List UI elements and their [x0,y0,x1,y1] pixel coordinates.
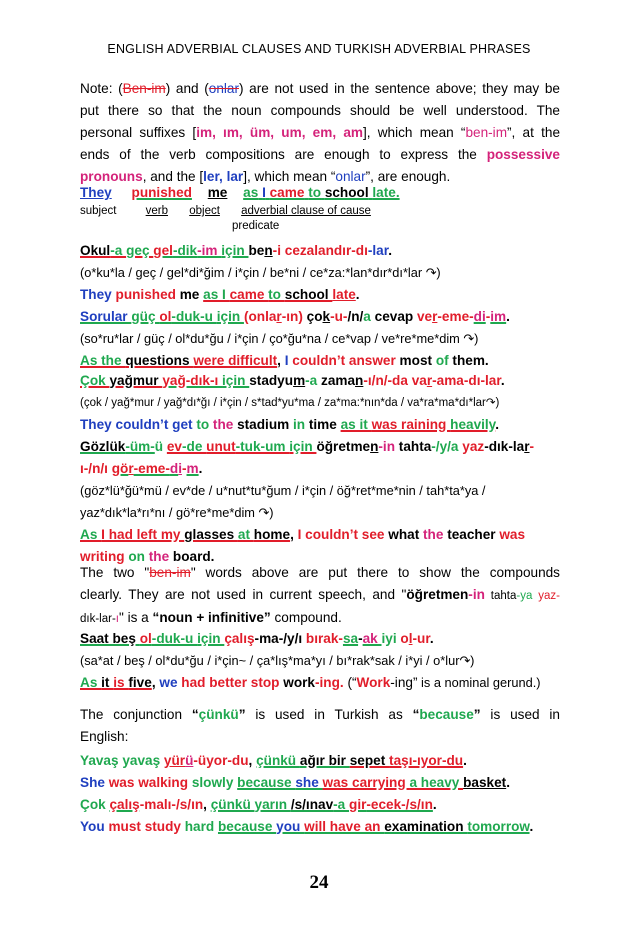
text-span: cezalandır-dı [284,243,368,258]
text-span: -a [333,797,350,812]
text-span: I couldn’t see [297,527,389,542]
text-span: o [400,631,409,646]
text-span: -ing” [390,675,418,690]
conjunction-paragraph [80,704,560,748]
text-span: is a nominal gerund.) [417,675,541,690]
text-span: me [207,185,228,200]
text-span: - [529,439,535,454]
text-span: slowly [191,775,238,790]
onlar-strike: onlar [208,81,239,96]
text-line [80,306,560,328]
text-span: r [276,309,282,324]
text-span: Çok [80,797,110,812]
text-span: va [411,373,427,388]
text-span: as I [203,287,230,302]
text-span: in [293,417,309,432]
text-span: personal suffixes [ [80,125,197,140]
text-span: (“ [347,675,357,690]
text-span: için [216,309,244,324]
ben-im-strike: Ben-im [122,81,166,96]
text-line: (o*ku*la / geç / gel*di*ğim / i*çin / be*ni / ce*za:*lan*dır*dı*lar ↷) [80,265,441,280]
text-span: -ma-/y/ı [254,631,306,646]
text-span: ], which mean “ [362,125,466,140]
text-span: Note: ( [80,81,123,96]
text-span: için [289,439,317,454]
text-span: dık-lar- [80,613,116,625]
text-line [80,370,560,392]
compounds-paragraph [80,562,560,630]
text-span: a [363,309,375,324]
text-span: came [229,287,269,302]
text-span: Sorular [80,309,132,324]
text-span: were difficult [193,353,278,368]
text-span: ben-im [149,565,191,580]
text-span: clearly. They are not used in current speech, and " [80,587,407,602]
text-span: (onla [243,309,277,324]
text-span: /s/ınav [290,797,334,812]
text-span: board. [172,549,215,564]
text-span: " words above are put there to show the compounds [190,565,560,580]
text-span: -in [378,439,399,454]
text-span: -duk-u [171,309,217,324]
text-span: . [495,417,500,432]
text-span: tahta [484,590,517,602]
text-span: “ [412,707,420,722]
page-number: 24 [309,872,329,893]
text-span: r [432,309,438,324]
text-span: is used in Turkish as [245,707,413,722]
text-span: adverbial clause of cause [241,205,371,217]
text-line: (sa*at / beş / ol*du*ğu / i*çin~ / ça*lış*ma*yı / bı*rak*sak / i*yi / o*lur↷) [80,653,475,668]
text-span: teacher [447,527,500,542]
text-span: as [243,185,259,200]
text-span: çünkü [256,753,300,768]
text-line [80,816,560,838]
example-4 [80,436,560,568]
text-span: ”, at the [507,125,561,140]
text-span: onlar [335,169,366,184]
text-line [80,672,560,694]
text-span: “noun + infinitive” [152,610,271,625]
text-span: yağmur [109,373,163,388]
text-span: You [80,819,109,834]
text-span: -de [182,439,207,454]
text-span: di [473,309,486,324]
text-line: (çok / yağ*mur / yağ*dı*ğı / i*çin / s*tad*yu*ma / za*ma:*nın*da / va*ra*ma*dı*lar↷) [80,397,500,409]
text-span: -ı/n/-da [363,373,412,388]
text-line [80,704,560,726]
text-span: hard [184,819,218,834]
text-span: is [113,675,129,690]
text-span: r [524,439,530,454]
text-span: -eme- [133,461,170,476]
text-span: ”, are enough. [365,169,451,184]
text-span: ü [154,439,167,454]
text-span: . [506,309,510,324]
text-span: As [80,675,102,690]
text-line [80,144,560,166]
text-span: yür [163,753,186,768]
text-span: Çok [80,373,110,388]
text-span: five [128,675,152,690]
text-span: is used in [480,707,560,722]
text-span: the [212,417,238,432]
text-span: k [322,309,331,324]
text-line [80,772,560,794]
text-span: -üyor-du [193,753,249,768]
text-span: had better stop [181,675,284,690]
text-span: -a [110,243,127,258]
text-line [80,414,560,436]
text-span: because [419,707,474,722]
text-span: ol [159,309,172,324]
text-span: tahta [398,439,432,454]
text-span: was walking [108,775,192,790]
text-span: -dık-la [484,439,525,454]
text-span: she [295,775,323,790]
text-span: As [80,527,102,542]
text-span: verb [145,205,169,217]
text-span: English: [80,729,129,744]
text-span: ve [416,309,433,324]
text-span: ” [238,707,246,722]
predicate-label: predicate [232,220,280,232]
text-span: cevap [374,309,417,324]
text-span: -in [468,587,485,602]
text-span: you [276,819,305,834]
text-span: . [429,631,434,646]
text-span: stadium [237,417,293,432]
text-span: -ur [412,631,430,646]
example-5 [80,628,560,694]
text-span: will have an [304,819,385,834]
text-span: of [435,353,453,368]
text-span: pronouns [80,169,143,184]
text-span: ı-/n/ı [80,461,112,476]
text-span: questions [125,353,194,368]
text-line [80,562,560,584]
text-span: ends of the verb compositions are enough to express the [80,147,487,162]
text-span: -im [197,243,222,258]
text-line: yaz*dık*la*rı*nı / gö*re*me*dim ↷) [80,505,274,520]
text-span: because [217,819,277,834]
text-span: -ıyor-du [412,753,464,768]
text-span: -eme- [437,309,474,324]
text-span: Saat [80,631,113,646]
text-span: n [264,243,273,258]
text-span: zama [321,373,356,388]
text-span: . [529,819,534,834]
text-span: tomorrow [467,819,530,834]
text-span: güç [131,309,160,324]
text-line [80,284,560,306]
text-span: . [500,373,505,388]
text-span: -duk-u [151,631,198,646]
text-span: im [490,309,507,324]
text-span: subject [80,205,117,217]
text-span: öğretme [316,439,371,454]
text-span: l [408,631,413,646]
example-6 [80,750,560,838]
text-span: was raining [371,417,451,432]
text-span: possessive [486,147,560,162]
text-span: için [197,631,225,646]
text-line [80,524,560,546]
example-3 [80,370,560,436]
note-paragraph [80,78,560,188]
text-span: -lar [367,243,389,258]
text-span: time [308,417,341,432]
example-1 [80,240,560,306]
text-span: için [222,373,250,388]
text-span: , [290,527,298,542]
text-span: examination [384,819,468,834]
text-span: yarın [254,797,291,812]
text-span: -dik [172,243,198,258]
text-span: ev [166,439,182,454]
text-span: için [221,243,249,258]
example-2 [80,306,560,372]
text-span: glasses [184,527,238,542]
text-line [80,182,560,204]
text-span: , [248,753,257,768]
text-span: çalış [109,797,140,812]
text-span: çalış [224,631,255,646]
text-span: we [159,675,182,690]
text-span: ı [115,613,119,625]
text-span: They [80,185,112,200]
text-span: I [284,353,293,368]
text-span: stadyu [249,373,294,388]
text-span: Gözlük [80,439,126,454]
text-span: sa [342,631,359,646]
text-span: , [203,797,211,812]
text-span: -ya [516,590,533,602]
text-span: -malı-/s/ın [139,797,204,812]
text-span: geç [126,243,154,258]
text-span: iyi [381,631,401,646]
text-span: -üm- [125,439,155,454]
text-span: çünkü [210,797,255,812]
text-span: ], which mean “ [243,169,336,184]
text-span: n [370,439,379,454]
text-span: ü [185,753,194,768]
text-span: i [178,461,182,476]
text-line [80,584,560,607]
text-span: gir [349,797,367,812]
text-span: ) are not used in the sentence above; they may be [239,81,560,96]
text-span: sepet [349,753,390,768]
text-line [80,750,560,772]
text-span: “ [191,707,199,722]
text-span: me [179,287,204,302]
text-span: ) and ( [165,81,209,96]
text-span: punished [115,287,180,302]
text-span: -ın) [281,309,307,324]
text-span: çünkü [198,707,239,722]
text-span: -ecek-/s/ın [366,797,433,812]
text-span: must study [108,819,185,834]
text-line [80,458,560,480]
text-span: m [293,373,306,388]
grammar-labels [80,204,560,219]
text-span: As the [80,353,126,368]
text-span: school [284,287,333,302]
text-span: I had left my [101,527,185,542]
text-span: couldn’t answer [292,353,400,368]
text-span: heavily [450,417,496,432]
text-span: The conjunction [80,707,192,722]
text-span: ağır bir [299,753,350,768]
text-span: , and the [ [142,169,204,184]
text-span: I [262,185,266,200]
text-span: , [151,675,160,690]
text-span: . [198,461,203,476]
text-span: as it [340,417,372,432]
text-span: -a [305,373,322,388]
text-span: - [485,309,491,324]
text-line [80,78,560,100]
text-span: ak [362,631,382,646]
text-span: -ama-dı-lar [432,373,501,388]
text-span: ben-im [465,125,508,140]
text-span: at [237,527,254,542]
text-span: They [80,287,116,302]
text-span: them. [452,353,489,368]
text-line [80,436,560,458]
text-span: object [189,205,220,217]
text-span: beş [112,631,140,646]
text-line [80,122,560,144]
text-line [80,607,560,630]
text-span: punished [131,185,192,200]
text-span: late [332,287,356,302]
text-span: -i [272,243,285,258]
text-span: yağ-dık-ı [162,373,223,388]
text-span: n [355,373,364,388]
text-span: was [499,527,526,542]
text-span: Yavaş yavaş [80,753,164,768]
text-span: /n/ [347,309,364,324]
text-span [243,185,399,200]
text-line [80,794,560,816]
text-span: ler, lar [203,169,244,184]
text-line: (göz*lü*ğü*mü / ev*de / u*nut*tu*ğum / i*çin / öğ*ret*me*nin / tah*ta*ya / [80,483,486,498]
text-span: ” [473,707,481,722]
text-span: -tuk-um [235,439,290,454]
text-span: writing [80,549,129,564]
text-span: school [324,185,369,200]
text-span: ço [306,309,323,324]
text-span: bırak- [305,631,343,646]
text-span: be [248,243,265,258]
text-span: yaz- [532,590,560,602]
text-span: r [128,461,134,476]
text-span: it [101,675,114,690]
text-span: because [237,775,296,790]
text-span: compound. [270,610,342,625]
text-span: - [358,631,363,646]
text-span: late. [372,185,400,200]
text-span: Okul [80,243,111,258]
text-span: unut [206,439,236,454]
text-span: yaz [462,439,485,454]
text-span: Work [356,675,391,690]
text-span: . [506,775,510,790]
text-span: , [277,353,285,368]
text-span: basket [463,775,507,790]
personal-suffixes: im, ım, üm, um, em, am [196,125,363,140]
text-span: came [269,185,305,200]
text-line [80,240,560,262]
running-header: ENGLISH ADVERBIAL CLAUSES AND TURKISH ADVERBIAL PHRASES [107,42,531,56]
text-span: . [432,797,437,812]
text-span: -ing. [315,675,348,690]
text-line [80,350,560,372]
text-span: to [308,185,322,200]
text-span: a heavy [409,775,464,790]
text-span: -u- [330,309,348,324]
text-span: to [268,287,285,302]
text-span: r [426,373,433,388]
text-span: She [80,775,109,790]
text-span: . [355,287,360,302]
text-span: home [253,527,291,542]
text-span: -/y/a [431,439,463,454]
text-span: öğretmen [406,587,469,602]
text-span: on [128,549,149,564]
text-span: work [283,675,315,690]
text-line [80,628,560,650]
text-span: to [196,417,213,432]
sentence-analysis [80,182,560,234]
text-span: " is a [118,610,153,625]
text-span: the [423,527,448,542]
text-span: . [463,753,467,768]
text-span: was carrying [322,775,410,790]
text-span: what [388,527,424,542]
text-span: taşı [389,753,413,768]
text-span: - [181,461,187,476]
text-line [80,726,560,748]
text-span: gö [111,461,129,476]
text-span: d [169,461,179,476]
text-span: most [399,353,436,368]
text-span: ol [139,631,152,646]
text-span: . [388,243,393,258]
text-span: They couldn’t get [80,417,197,432]
text-span: gel [153,243,173,258]
text-line: (so*ru*lar / güç / ol*du*ğu / i*çin / ço*ğu*na / ce*vap / ve*re*me*dim ↷) [80,331,479,346]
text-span: The two " [80,565,150,580]
text-span: the [148,549,173,564]
text-span: m [186,461,199,476]
text-line: put there so that the noun compounds should be well understood. The [80,103,560,118]
